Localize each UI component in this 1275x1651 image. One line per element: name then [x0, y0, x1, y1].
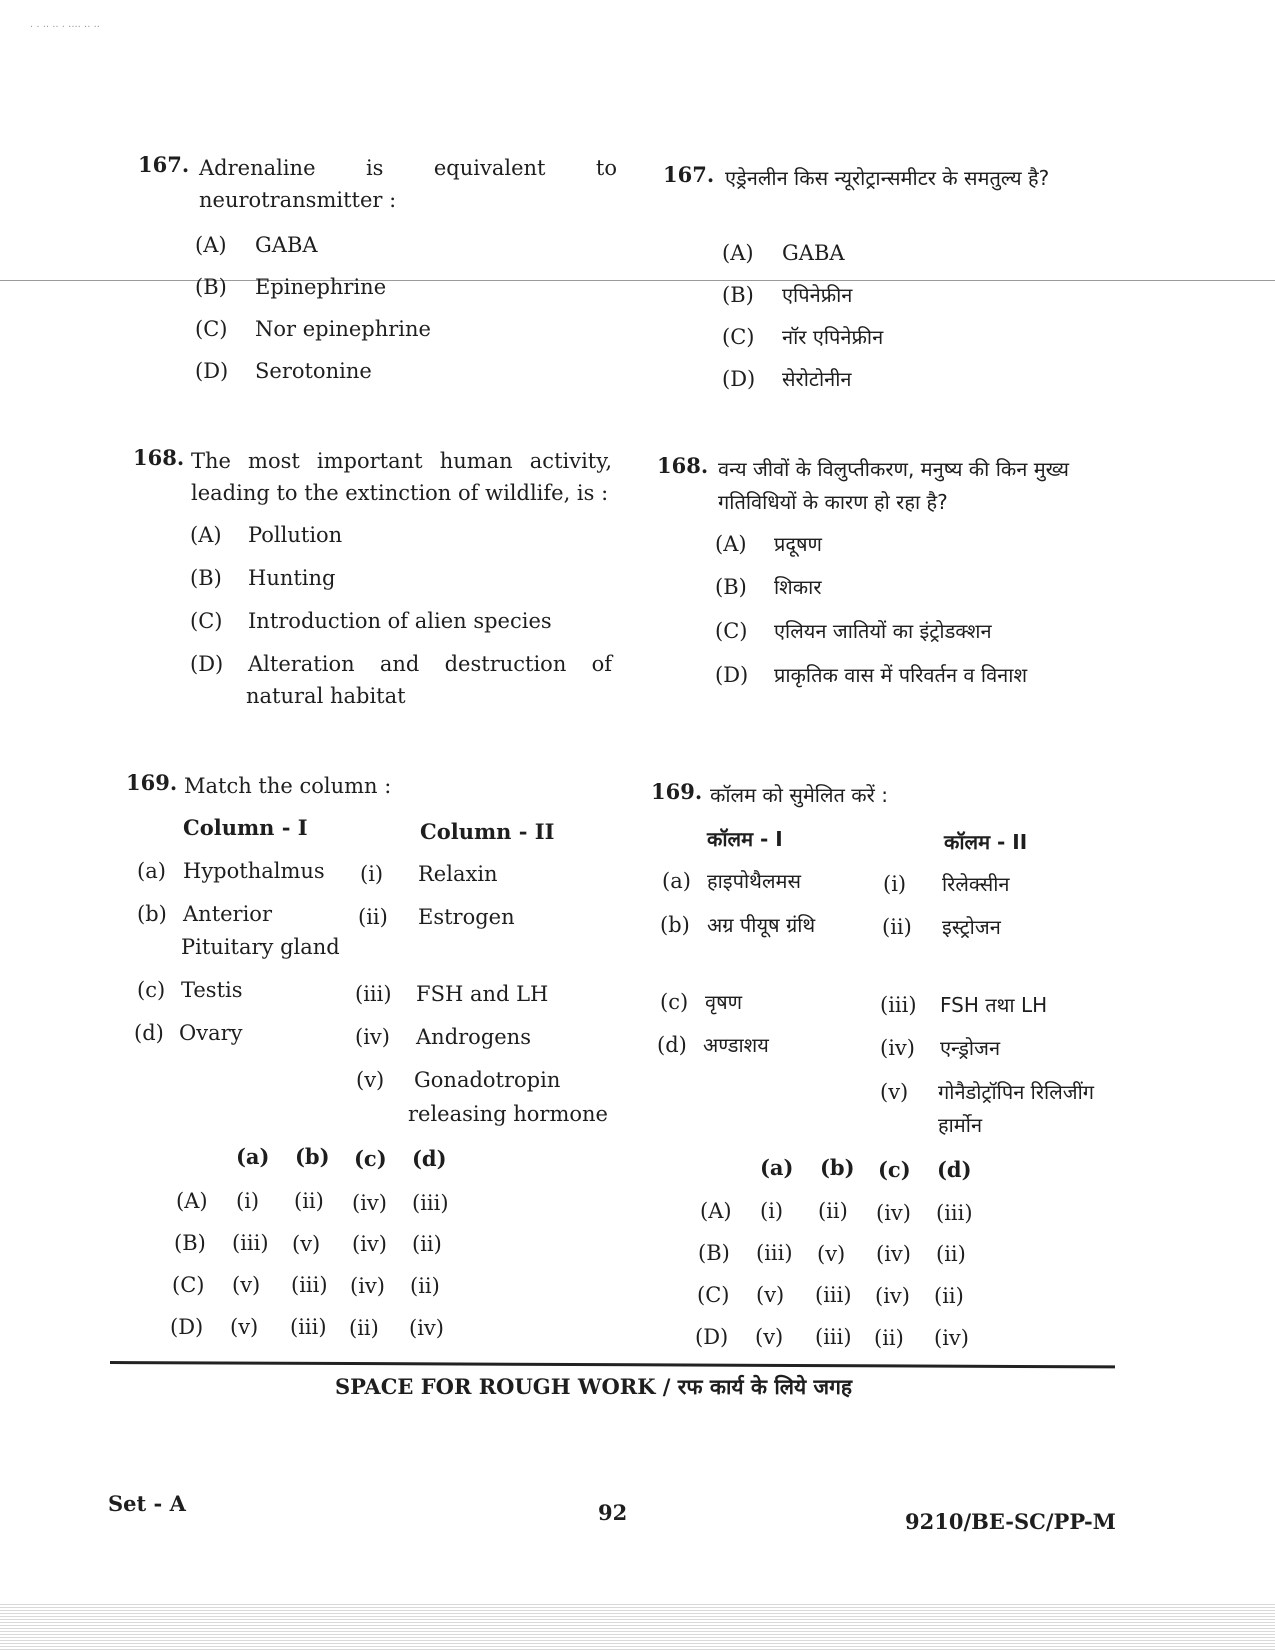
q169-answer-cell: (ii): [294, 1189, 324, 1213]
q169-hi-col1-item: अग्र पीयूष ग्रंथि: [707, 913, 816, 937]
q169-col2-item: FSH and LH: [416, 982, 549, 1006]
q168-option-label: (D): [190, 652, 224, 676]
q168-hi-question-line1: वन्य जीवों के विलुप्तीकरण, मनुष्य की किन मुख्य: [718, 457, 1069, 481]
q169-hi-col1-label: (d): [657, 1033, 687, 1057]
q169-hi-answer-cell: (i): [760, 1199, 784, 1223]
scan-artifact: · · ·· ·· · ···· ·· ··: [30, 22, 100, 33]
q167-option-label: (D): [195, 359, 229, 383]
q169-col1-label: (a): [137, 859, 166, 883]
q169-hi-col1-label: (b): [660, 913, 690, 937]
q169-hi-answer-cell: (ii): [818, 1199, 848, 1223]
q167-hi-option-label: (B): [722, 283, 754, 307]
q169-hi-answer-cell: (v): [755, 1325, 784, 1349]
q169-col1-item: Ovary: [179, 1021, 243, 1045]
q167-option-text: Nor epinephrine: [255, 317, 431, 341]
q169-hi-col1-label: (a): [662, 869, 691, 893]
q169-col1-item-line2: Pituitary gland: [181, 935, 340, 959]
q169-hi-col2-item: एन्ड्रोजन: [940, 1036, 1001, 1060]
q169-hi-answer-cell: (v): [756, 1283, 785, 1307]
q168-hi-option-text: प्रदूषण: [774, 532, 823, 556]
q168-option-text: Alteration and destruction of: [248, 652, 612, 676]
q168-hi-number: 168.: [657, 453, 709, 478]
q169-hi-column1-heading: कॉलम - I: [707, 827, 783, 851]
q169-col2-item: Estrogen: [418, 905, 515, 929]
q169-hi-answer-cell: (ii): [934, 1284, 964, 1308]
q169-answer-cell: (iv): [409, 1316, 444, 1340]
q169-column2-heading: Column - II: [420, 819, 555, 844]
q169-answer-header: (b): [295, 1144, 330, 1169]
q167-option-label: (C): [195, 317, 228, 341]
q169-hi-col1-item: हाइपोथैलमस: [707, 869, 801, 893]
q167-option-text: Serotonine: [255, 359, 372, 383]
q168-option-text: Hunting: [248, 566, 336, 590]
q168-hi-option-text: शिकार: [774, 575, 822, 599]
q169-hi-col2-label: (iv): [880, 1036, 915, 1060]
q167-question-line2: neurotransmitter :: [199, 188, 397, 212]
q169-hi-answer-cell: (ii): [936, 1242, 966, 1266]
q169-answer-option-label: (D): [170, 1315, 204, 1339]
q169-hi-col1-item: वृषण: [705, 990, 743, 1014]
q169-hi-answer-header: (b): [820, 1155, 855, 1180]
q169-col1-label: (c): [137, 978, 166, 1002]
q169-answer-cell: (iii): [412, 1191, 449, 1215]
q169-answer-cell: (ii): [349, 1316, 379, 1340]
q169-hi-answer-header: (a): [760, 1155, 794, 1180]
q167-number: 167.: [138, 152, 190, 177]
q169-question: Match the column :: [184, 774, 392, 798]
q169-answer-cell: (iv): [350, 1274, 385, 1298]
q169-hi-answer-cell: (v): [817, 1242, 846, 1266]
q169-answer-option-label: (B): [174, 1231, 206, 1255]
q169-hi-answer-option-label: (D): [695, 1325, 729, 1349]
q169-col2-item: Gonadotropin: [414, 1068, 561, 1092]
q168-hi-option-text: प्राकृतिक वास में परिवर्तन व विनाश: [774, 663, 1028, 687]
q169-hi-col2-item: FSH तथा LH: [940, 993, 1048, 1017]
q169-col1-item: Hypothalmus: [183, 859, 325, 883]
q169-hi-col2-item: गोनैडोट्रॉपिन रिलिजींग: [938, 1080, 1095, 1104]
q168-hi-option-label: (C): [715, 619, 748, 643]
q169-answer-cell: (v): [232, 1273, 261, 1297]
q169-col2-label: (v): [356, 1068, 385, 1092]
q169-hi-col2-label: (v): [880, 1080, 909, 1104]
q168-option-text: Introduction of alien species: [248, 609, 552, 633]
set-label: Set - A: [108, 1491, 186, 1516]
q169-hi-col2-item: रिलेक्सीन: [942, 872, 1010, 896]
q167-hi-number: 167.: [663, 162, 715, 187]
q169-col2-label: (iv): [355, 1025, 390, 1049]
q169-col2-item: Androgens: [416, 1025, 531, 1049]
q169-answer-cell: (iii): [291, 1273, 328, 1297]
q168-option-text: Pollution: [248, 523, 343, 547]
q169-hi-answer-option-label: (B): [698, 1241, 730, 1265]
paper-code: 9210/BE-SC/PP-M: [905, 1509, 1116, 1534]
q169-hi-col2-item: इस्ट्रोजन: [942, 915, 1001, 939]
q168-option-label: (C): [190, 609, 223, 633]
q169-answer-cell: (ii): [410, 1274, 440, 1298]
q168-hi-option-label: (B): [715, 575, 747, 599]
q169-answer-header: (d): [412, 1146, 447, 1171]
q168-hi-option-label: (D): [715, 663, 749, 687]
q169-hi-answer-cell: (ii): [874, 1326, 904, 1350]
q169-hi-answer-header: (c): [878, 1157, 911, 1182]
q169-col2-label: (i): [360, 862, 384, 886]
q167-hi-option-text: सेरोटोनीन: [782, 367, 852, 391]
q169-answer-header: (c): [354, 1146, 387, 1171]
q167-option-label: (B): [195, 275, 227, 299]
q167-hi-option-text: एपिनेफ्रीन: [782, 283, 853, 307]
q169-answer-cell: (ii): [412, 1232, 442, 1256]
q168-hi-option-label: (A): [715, 532, 747, 556]
q169-hi-answer-option-label: (C): [697, 1283, 730, 1307]
q169-col2-label: (ii): [358, 905, 388, 929]
q169-hi-col1-item: अण्डाशय: [703, 1033, 769, 1057]
q169-hi-answer-cell: (iii): [756, 1241, 793, 1265]
q167-option-label: (A): [195, 233, 227, 257]
q169-hi-col2-label: (iii): [880, 993, 917, 1017]
q169-answer-header: (a): [236, 1144, 270, 1169]
q168-option-label: (A): [190, 523, 222, 547]
q169-col1-item: Anterior: [183, 902, 272, 926]
q169-number: 169.: [126, 770, 178, 795]
q169-hi-answer-header: (d): [937, 1157, 972, 1182]
q168-option-label: (B): [190, 566, 222, 590]
q169-hi-number: 169.: [651, 779, 703, 804]
q167-hi-option-label: (C): [722, 325, 755, 349]
scan-rule: [0, 280, 1275, 281]
q169-hi-answer-cell: (iv): [875, 1284, 910, 1308]
q168-hi-option-text: एलियन जातियों का इंट्रोडक्शन: [774, 619, 992, 643]
q169-hi-answer-cell: (iv): [876, 1201, 911, 1225]
q168-hi-question-line2: गतिविधियों के कारण हो रहा है?: [718, 490, 948, 514]
q169-hi-col2-label: (i): [883, 872, 907, 896]
q169-column1-heading: Column - I: [183, 815, 308, 840]
q169-hi-answer-cell: (iii): [936, 1201, 973, 1225]
q167-option-text: Epinephrine: [255, 275, 387, 299]
q169-col2-item-line2: releasing hormone: [408, 1102, 608, 1126]
q169-col1-item: Testis: [181, 978, 243, 1002]
q169-answer-option-label: (C): [172, 1273, 205, 1297]
q167-hi-option-text: नॉर एपिनेफ्रीन: [782, 325, 884, 349]
rough-work-label: SPACE FOR ROUGH WORK / रफ कार्य के लिये जगह: [335, 1374, 853, 1399]
q169-answer-cell: (iii): [290, 1315, 327, 1339]
q169-hi-col1-label: (c): [660, 990, 689, 1014]
q169-hi-answer-cell: (iv): [876, 1242, 911, 1266]
q169-hi-question: कॉलम को सुमेलित करें :: [710, 783, 888, 807]
q168-question-line2: leading to the extinction of wildlife, is :: [191, 481, 609, 505]
q169-col2-item: Relaxin: [418, 862, 498, 886]
q169-hi-answer-cell: (iv): [934, 1326, 969, 1350]
q169-answer-cell: (i): [236, 1189, 260, 1213]
q168-number: 168.: [133, 445, 185, 470]
q167-hi-option-text: GABA: [782, 241, 845, 265]
q169-hi-col2-label: (ii): [882, 915, 912, 939]
q169-answer-cell: (iii): [232, 1231, 269, 1255]
rough-work-divider: [110, 1361, 1115, 1368]
q169-col2-label: (iii): [355, 982, 392, 1006]
q169-answer-option-label: (A): [176, 1189, 208, 1213]
q168-question-line1: The most important human activity,: [191, 449, 612, 473]
q169-answer-cell: (iv): [352, 1191, 387, 1215]
q167-question-line1: Adrenaline is equivalent to: [199, 156, 617, 180]
q169-hi-answer-cell: (iii): [815, 1325, 852, 1349]
q169-answer-cell: (v): [292, 1232, 321, 1256]
q169-col1-label: (d): [134, 1021, 164, 1045]
q167-hi-option-label: (A): [722, 241, 754, 265]
q169-hi-col2-item-line2: हार्मोन: [938, 1113, 983, 1137]
q169-answer-cell: (v): [230, 1315, 259, 1339]
q169-hi-column2-heading: कॉलम - II: [944, 830, 1028, 854]
q169-hi-answer-option-label: (A): [700, 1199, 732, 1223]
q167-hi-question: एड्रेनलीन किस न्यूरोट्रान्समीटर के समतुल्य है?: [725, 166, 1050, 190]
page-number: 92: [598, 1500, 628, 1525]
q167-option-text: GABA: [255, 233, 318, 257]
q168-option-text-line2: natural habitat: [246, 684, 406, 708]
scan-bottom-band: [0, 1602, 1275, 1651]
q169-answer-cell: (iv): [352, 1232, 387, 1256]
q169-hi-answer-cell: (iii): [815, 1283, 852, 1307]
q169-col1-label: (b): [137, 902, 167, 926]
q167-hi-option-label: (D): [722, 367, 756, 391]
